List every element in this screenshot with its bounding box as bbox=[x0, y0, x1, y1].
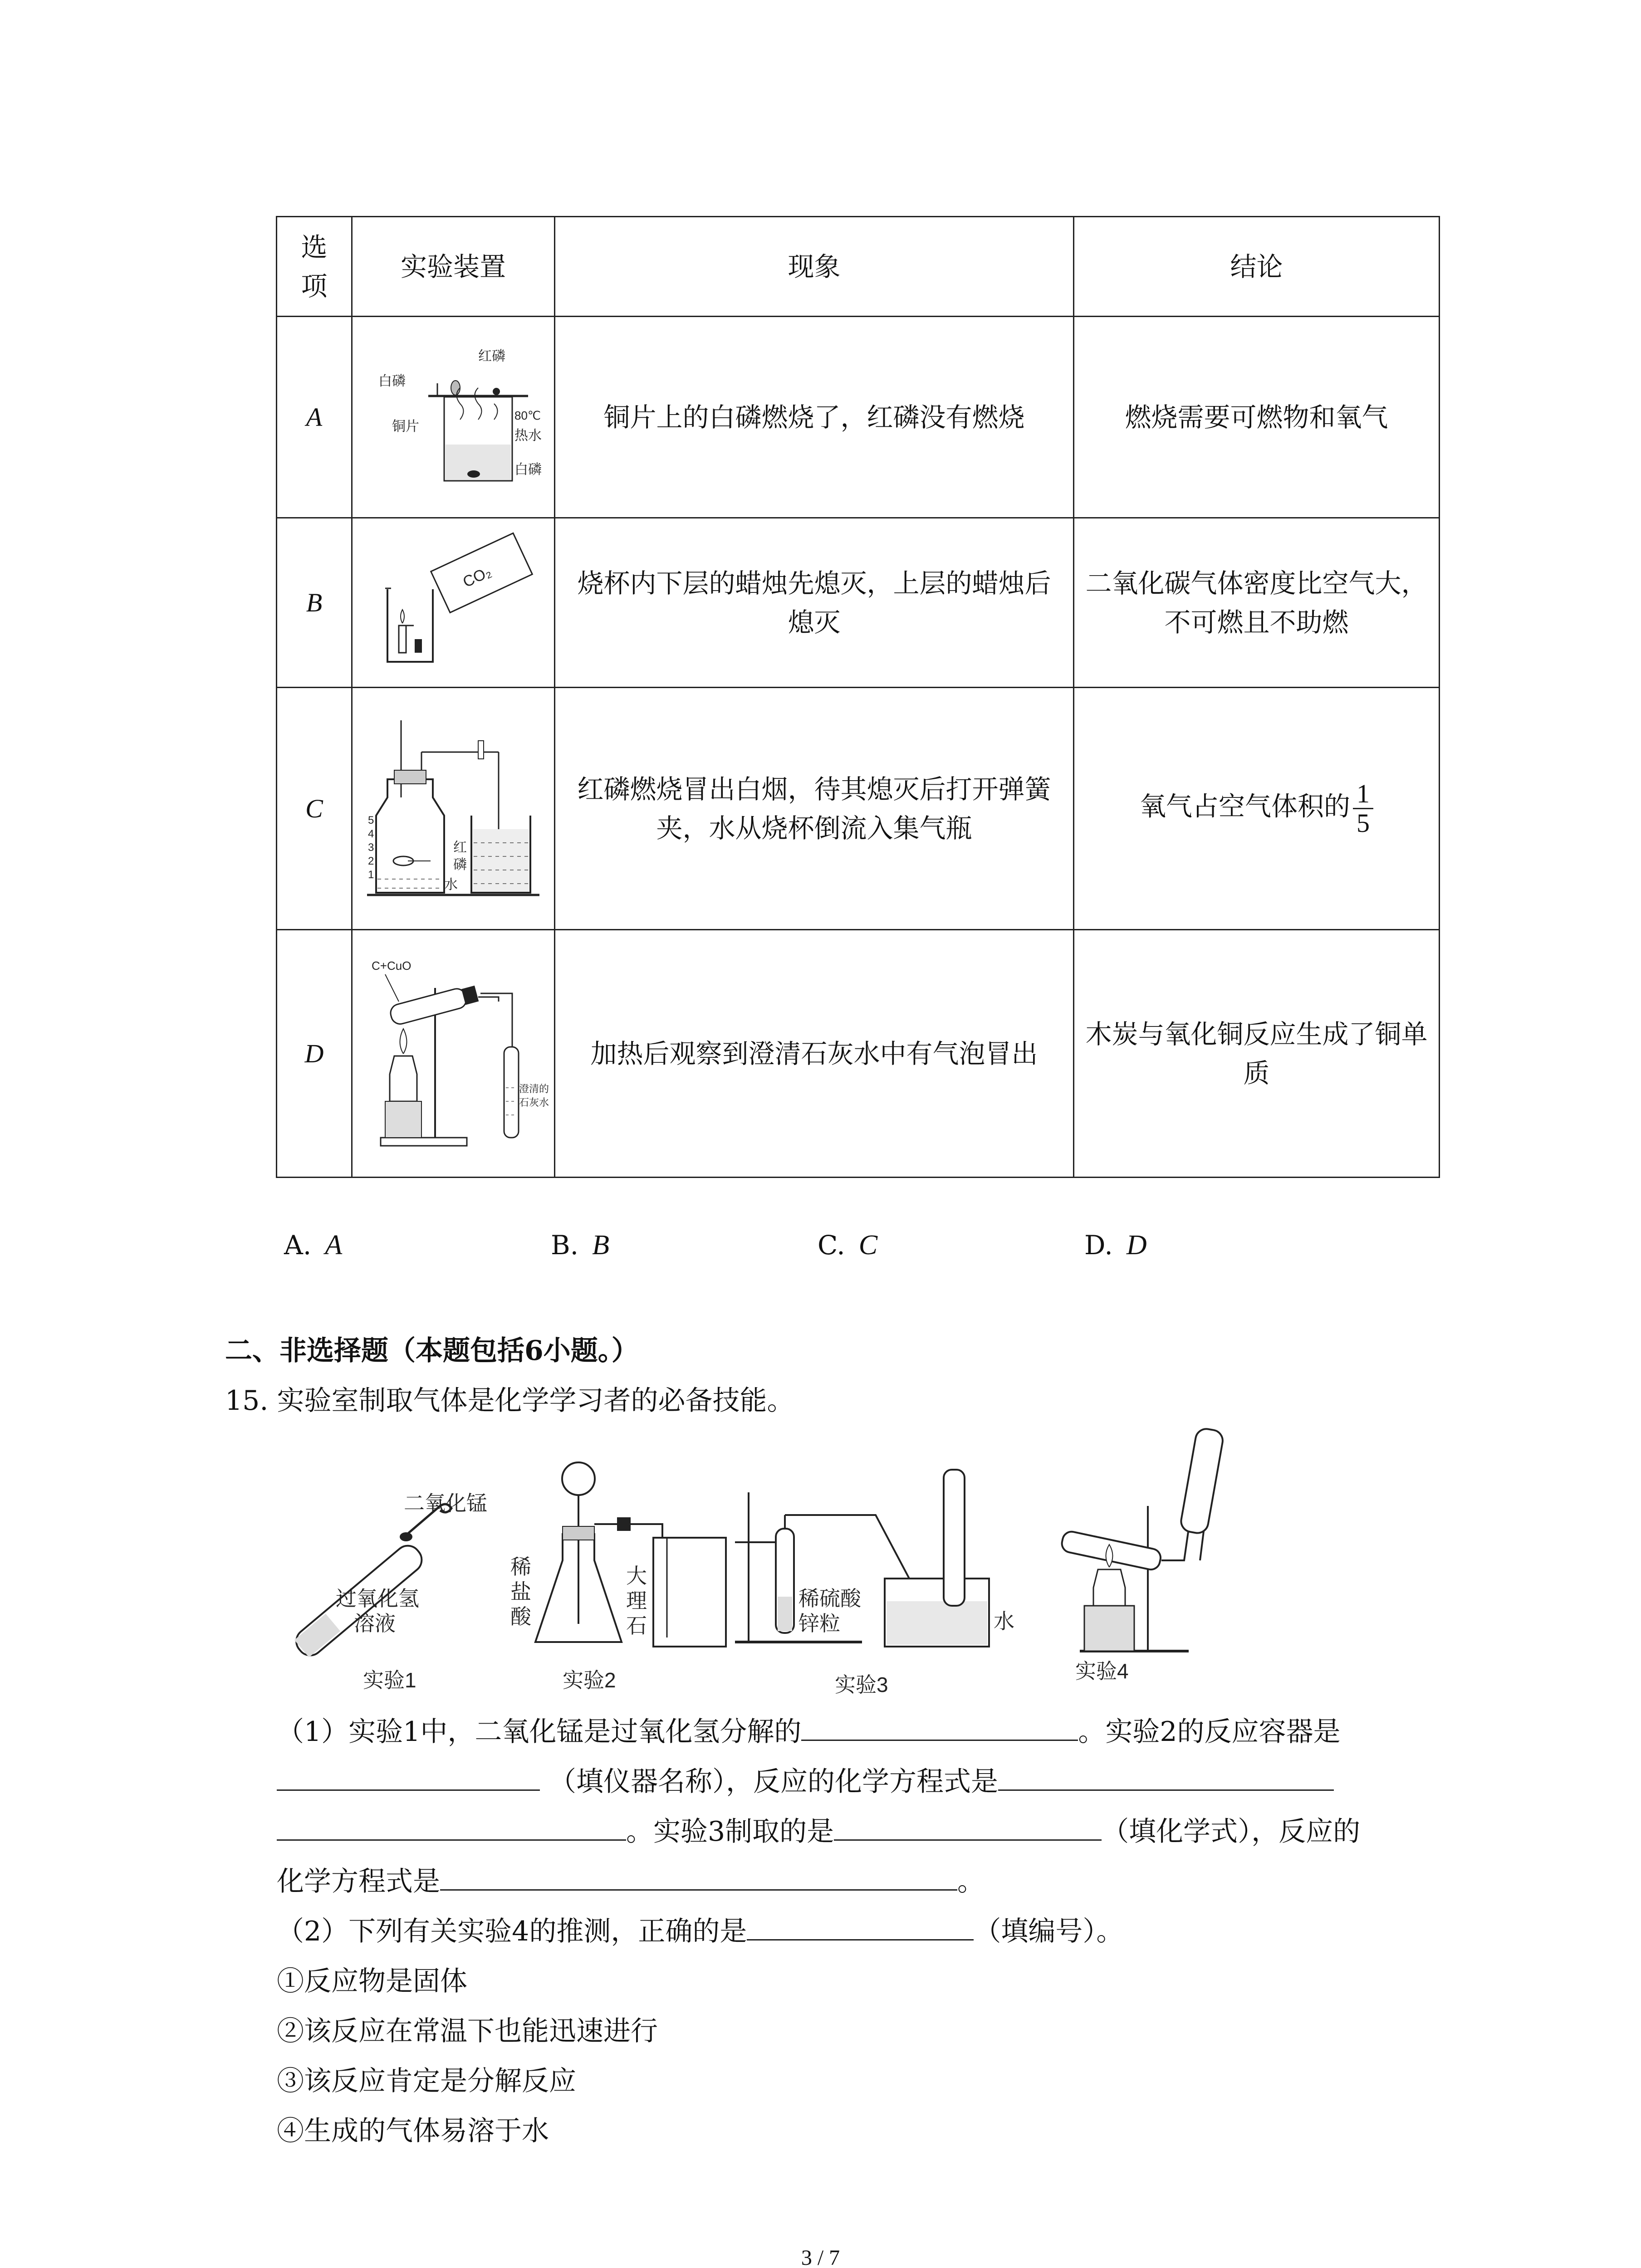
q15-line5-text-b: （填编号）。 bbox=[974, 1916, 1124, 1947]
row-conclusion bbox=[1074, 688, 1440, 930]
label-4: 4 bbox=[368, 827, 374, 840]
label-acid: 酸 bbox=[510, 1605, 531, 1628]
label-dilute: 稀 bbox=[510, 1555, 531, 1579]
choice-letter: B bbox=[592, 1230, 609, 1261]
oxygen-volume-figure bbox=[362, 711, 544, 906]
label-hcl: 盐 bbox=[510, 1580, 531, 1603]
experiment-4-apparatus bbox=[1060, 1427, 1225, 1683]
choice-a[interactable] bbox=[284, 1229, 342, 1261]
row-option: C bbox=[277, 688, 352, 930]
choice-prefix: A. bbox=[284, 1230, 312, 1261]
apparatus-b bbox=[352, 518, 555, 688]
q15-line4-text-b: 。 bbox=[957, 1866, 985, 1897]
label-exp4: 实验4 bbox=[1075, 1659, 1129, 1683]
label-red: 红 bbox=[453, 840, 467, 855]
choice-letter: C bbox=[858, 1230, 878, 1261]
q15-line-2 bbox=[277, 1760, 1334, 1799]
choice-prefix: D. bbox=[1084, 1230, 1113, 1261]
apparatus-d bbox=[352, 930, 555, 1178]
label-marble-3: 石 bbox=[626, 1614, 647, 1637]
label-c-cuo: C+CuO bbox=[372, 958, 411, 973]
label-hot-water: 热水 bbox=[514, 428, 542, 443]
answer-blank-equation-1b[interactable] bbox=[277, 1813, 626, 1841]
q15-line1-text-b: 。实验2的反应容器是 bbox=[1078, 1716, 1341, 1748]
label-2: 2 bbox=[368, 855, 374, 867]
label-exp3: 实验3 bbox=[835, 1673, 888, 1696]
fraction-one-fifth bbox=[1353, 780, 1373, 837]
row-phenomenon: 加热后观察到澄清石灰水中有气泡冒出 bbox=[555, 930, 1074, 1178]
header-option-top: 选 bbox=[301, 231, 328, 263]
section-title: 二、非选择题（本题包括6小题。） bbox=[225, 1335, 639, 1367]
row-phenomenon: 红磷燃烧冒出白烟，待其熄灭后打开弹簧夹，水从烧杯倒流入集气瓶 bbox=[555, 688, 1074, 930]
apparatus-a bbox=[352, 317, 555, 518]
table-row bbox=[277, 518, 1440, 688]
label-marble-1: 大 bbox=[626, 1564, 647, 1588]
q15-line4-text-a: 化学方程式是 bbox=[277, 1866, 440, 1897]
table-row bbox=[277, 930, 1440, 1178]
row-phenomenon: 铜片上的白磷燃烧了，红磷没有燃烧 bbox=[555, 317, 1074, 518]
label-h2o2: 过氧化氢 bbox=[336, 1587, 419, 1610]
choice-prefix: B. bbox=[551, 1230, 579, 1261]
answer-blank-vessel[interactable] bbox=[277, 1763, 540, 1791]
q15-line-3 bbox=[277, 1810, 1360, 1849]
q15-line3-text-a: 。实验3制取的是 bbox=[626, 1816, 834, 1848]
row-conclusion: 木炭与氧化铜反应生成了铜单质 bbox=[1074, 930, 1440, 1178]
label-exp1: 实验1 bbox=[363, 1668, 416, 1692]
experiment-1-apparatus bbox=[291, 1491, 487, 1692]
experiments-figure bbox=[272, 1424, 1261, 1706]
experiment-3-apparatus bbox=[735, 1470, 1014, 1696]
label-1: 1 bbox=[368, 868, 374, 881]
label-5: 5 bbox=[368, 814, 374, 826]
q15-line5-text-a: （2）下列有关实验4的推测，正确的是 bbox=[277, 1916, 747, 1947]
q15-line3-text-b: （填化学式），反应的 bbox=[1102, 1816, 1361, 1848]
row-conclusion: 二氧化碳气体密度比空气大，不可燃且不助燃 bbox=[1074, 518, 1440, 688]
row-option: A bbox=[277, 317, 352, 518]
label-water: 水 bbox=[994, 1609, 1014, 1633]
answer-blank-equation-1a[interactable] bbox=[998, 1763, 1334, 1791]
page-number: 3 / 7 bbox=[801, 2246, 840, 2268]
option-item-2: ②该反应在常温下也能迅速进行 bbox=[277, 2015, 658, 2047]
experiment-table bbox=[276, 216, 1440, 1178]
fraction-denominator: 5 bbox=[1357, 808, 1370, 838]
question-15-stem: 15. 实验室制取气体是化学学习者的必备技能。 bbox=[225, 1385, 794, 1417]
option-item-3: ③该反应肯定是分解反应 bbox=[277, 2065, 576, 2097]
row-phenomenon: 烧杯内下层的蜡烛先熄灭，上层的蜡烛后熄灭 bbox=[555, 518, 1074, 688]
combustion-apparatus-figure bbox=[365, 342, 542, 492]
experiment-2-apparatus bbox=[510, 1462, 726, 1692]
row-conclusion: 燃烧需要可燃物和氧气 bbox=[1074, 317, 1440, 518]
label-white-p: 白磷 bbox=[378, 373, 406, 389]
table-row bbox=[277, 317, 1440, 518]
header-option-bottom: 项 bbox=[301, 270, 328, 302]
apparatus-c bbox=[352, 688, 555, 930]
choice-d[interactable] bbox=[1084, 1229, 1147, 1261]
label-solution: 溶液 bbox=[354, 1612, 396, 1635]
label-limewater: 石灰水 bbox=[519, 1096, 549, 1108]
choice-letter: D bbox=[1126, 1230, 1147, 1261]
label-zinc: 锌粒 bbox=[798, 1612, 840, 1635]
label-80c: 80℃ bbox=[514, 408, 541, 422]
header-apparatus: 实验装置 bbox=[352, 217, 555, 317]
q15-line1-text-a: （1）实验1中，二氧化锰是过氧化氢分解的 bbox=[277, 1716, 802, 1748]
choice-c[interactable] bbox=[818, 1229, 877, 1261]
option-item-4: ④生成的气体易溶于水 bbox=[277, 2115, 549, 2147]
row-option: B bbox=[277, 518, 352, 688]
answer-blank-formula[interactable] bbox=[834, 1813, 1102, 1841]
choice-letter: A bbox=[325, 1230, 343, 1261]
label-mno2: 二氧化锰 bbox=[404, 1491, 487, 1515]
answer-blank-equation-2[interactable] bbox=[440, 1863, 957, 1891]
label-white-p2: 白磷 bbox=[514, 462, 542, 477]
answer-blank-number[interactable] bbox=[747, 1913, 974, 1941]
conclusion-prefix: 氧气占空气体积的 bbox=[1139, 791, 1350, 822]
table-header-row bbox=[277, 217, 1440, 317]
option-item-1: ①反应物是固体 bbox=[277, 1965, 467, 1997]
label-water: 水 bbox=[444, 877, 458, 892]
q15-line-1 bbox=[277, 1710, 1341, 1749]
co2-candle-figure bbox=[365, 535, 542, 671]
label-3: 3 bbox=[368, 841, 374, 854]
label-exp2: 实验2 bbox=[563, 1668, 616, 1692]
label-copper: 铜片 bbox=[392, 419, 419, 434]
q15-line-5 bbox=[277, 1910, 1123, 1949]
q15-line2-text: （填仪器名称），反应的化学方程式是 bbox=[549, 1766, 998, 1798]
choice-b[interactable] bbox=[551, 1229, 609, 1261]
q15-line-4 bbox=[277, 1860, 985, 1899]
header-conclusion: 结论 bbox=[1074, 217, 1440, 317]
fraction-numerator: 1 bbox=[1353, 780, 1373, 809]
carbon-cuo-figure bbox=[362, 952, 549, 1156]
label-clear: 澄清的 bbox=[519, 1083, 549, 1095]
header-option bbox=[277, 217, 352, 317]
label-red-p: 红磷 bbox=[478, 348, 505, 364]
label-dilute-h2so4: 稀硫酸 bbox=[798, 1587, 861, 1610]
choice-prefix: C. bbox=[818, 1230, 845, 1261]
row-option: D bbox=[277, 930, 352, 1178]
answer-blank-catalyst[interactable] bbox=[801, 1713, 1078, 1741]
table-row bbox=[277, 688, 1440, 930]
label-phosphorus: 磷 bbox=[453, 857, 467, 872]
header-phenomenon: 现象 bbox=[555, 217, 1074, 317]
label-marble-2: 理 bbox=[626, 1589, 647, 1613]
label-co2: CO₂ bbox=[460, 562, 494, 591]
